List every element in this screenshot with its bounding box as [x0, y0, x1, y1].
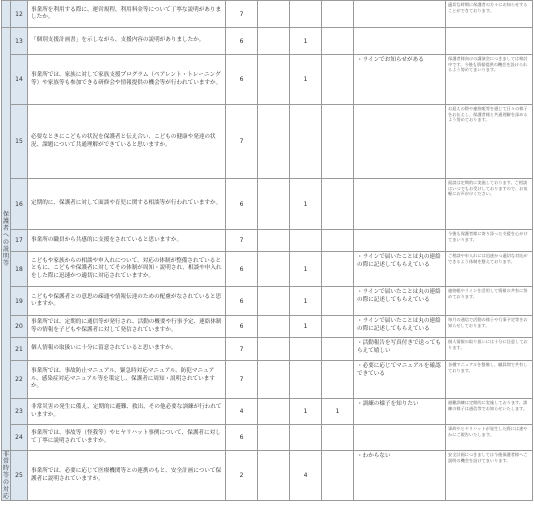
row-number: 13 — [11, 28, 28, 55]
parent-comment — [354, 425, 446, 451]
count-yes: 6 — [226, 316, 258, 338]
count-unknown — [322, 338, 354, 361]
office-reply: お迎えの際や連絡帳等を通じて日々の様子をお伝えし、保護者様と共通理解を深めるよう努めております。 — [446, 105, 533, 179]
row-number: 25 — [11, 451, 28, 501]
count-unknown: 1 — [322, 399, 354, 425]
parent-comment: ・ラインで届いたことは丸の連絡の際に記述してもらえている — [354, 316, 446, 338]
count-unknown — [322, 230, 354, 252]
question-text: 事業所では、必要に応じて医療機関等との連携のもと、安全計画について保護者に説明されていますか。 — [28, 451, 226, 501]
office-reply: 適切な時期に保護者の方々にお知らせすることができております。 — [446, 1, 533, 28]
question-text: 非常災害の発生に備え、定期的に避難、救出、その他必要な訓練が行われていますか。 — [28, 399, 226, 425]
count-no: 1 — [290, 316, 322, 338]
count-no: 1 — [290, 55, 322, 105]
count-no: 1 — [290, 287, 322, 316]
question-text: こどもや家族からの相談や申入れについて、対応の体制が整備されているとともに、こどもや保護者に対してその体制が周知・説明され、相談や申入れをした際に迅速かつ適切に対応されていますか。 — [28, 252, 226, 287]
table-row — [2, 179, 533, 230]
question-text: 事業所を利用する際に、運営規程、利用料金等について丁寧な説明がありましたか。 — [28, 1, 226, 28]
table-row — [2, 105, 533, 179]
count-neutral — [258, 105, 290, 179]
parent-comment — [354, 1, 446, 28]
count-no: 1 — [290, 28, 322, 55]
office-reply: ご相談や申入れには迅速かつ適切な対応ができるよう体制を整えております。 — [446, 252, 533, 287]
count-neutral — [258, 1, 290, 28]
table-row — [2, 399, 533, 425]
parent-comment — [354, 28, 446, 55]
row-number: 24 — [11, 425, 28, 451]
count-neutral — [258, 28, 290, 55]
row-number: 18 — [11, 252, 28, 287]
office-reply: 面談は定期的に実施しております。ご相談はいつでもお受けしておりますので、お気軽にお声がけください。 — [446, 179, 533, 230]
office-reply: 今後も保護者様に寄り添った支援を心がけてまいります。 — [446, 230, 533, 252]
table-row — [2, 55, 533, 105]
row-number: 22 — [11, 361, 28, 399]
count-neutral — [258, 338, 290, 361]
count-unknown — [322, 361, 354, 399]
row-number: 17 — [11, 230, 28, 252]
row-number: 19 — [11, 287, 28, 316]
question-text: 定期的に、保護者に対して面談や育児に関する相談等が行われていますか。 — [28, 179, 226, 230]
table-row — [2, 1, 533, 28]
count-no: 1 — [290, 399, 322, 425]
count-neutral — [258, 316, 290, 338]
count-yes: 4 — [226, 399, 258, 425]
office-reply: 安全計画につきましては今後保護者様へご説明の機会を設けてまいります。 — [446, 451, 533, 501]
parent-comment: ・ラインで届いたことは丸の連絡の際に記述してもらえている — [354, 252, 446, 287]
count-no: 4 — [290, 451, 322, 501]
parent-comment — [354, 105, 446, 179]
parent-comment: ・ラインで届いたことは丸の連絡の際に記述してもらえている — [354, 287, 446, 316]
table-row — [2, 252, 533, 287]
count-neutral — [258, 361, 290, 399]
count-yes: 7 — [226, 338, 258, 361]
question-text: 必要なときにこどもの状況を保護者と伝え合い、こどもの健康や発達の状況、課題について共通理解ができていると思いますか。 — [28, 105, 226, 179]
row-number: 16 — [11, 179, 28, 230]
count-no — [290, 230, 322, 252]
table-row — [2, 338, 533, 361]
count-yes: 2 — [226, 451, 258, 501]
parent-comment: ・活動報告を写真付きで送ってもらえて嬉しい — [354, 338, 446, 361]
count-neutral — [258, 55, 290, 105]
count-yes: 6 — [226, 28, 258, 55]
table-row — [2, 425, 533, 451]
question-text: 事業所では、事故等（怪我等）やヒヤリハット事例について、保護者に対して丁寧に説明されていますか。 — [28, 425, 226, 451]
count-unknown — [322, 316, 354, 338]
count-no: 1 — [290, 179, 322, 230]
parent-comment: ・わからない — [354, 451, 446, 501]
count-no — [290, 1, 322, 28]
count-neutral — [258, 230, 290, 252]
count-neutral — [258, 252, 290, 287]
count-unknown — [322, 252, 354, 287]
question-text: 事業所では、事故防止マニュアル、緊急時対応マニュアル、防犯マニュアル、感染症対応マニュアル等を策定し、保護者に周知・説明されていますか。 — [28, 361, 226, 399]
count-unknown — [322, 1, 354, 28]
count-unknown — [322, 425, 354, 451]
count-unknown — [322, 451, 354, 501]
count-neutral — [258, 425, 290, 451]
question-text: 事業所では、家族に対して家族支援プログラム（ペアレント・トレーニング等）や家族等も参加できる研修会や情報提供の機会等が行われていますか。 — [28, 55, 226, 105]
survey-table — [1, 0, 533, 501]
row-number: 23 — [11, 399, 28, 425]
table-row — [2, 230, 533, 252]
table-row — [2, 451, 533, 501]
count-yes: 6 — [226, 252, 258, 287]
count-no — [290, 338, 322, 361]
question-text: 事業所の職員から共感的に支援をされていると思いますか。 — [28, 230, 226, 252]
count-yes: 6 — [226, 287, 258, 316]
count-unknown — [322, 28, 354, 55]
category-cell: 非 常 時 等 の 対 応 — [2, 451, 9, 500]
count-no: 1 — [290, 252, 322, 287]
count-no — [290, 425, 322, 451]
office-reply: 各種マニュアルを整備し、職員間で共有しております。 — [446, 361, 533, 399]
parent-comment: ・ラインでお知らせがある — [354, 55, 446, 105]
table-row — [2, 361, 533, 399]
office-reply: 事故やヒヤリハットが発生した際には速やかにご報告いたします。 — [446, 425, 533, 451]
category-cell — [2, 1, 11, 28]
count-neutral — [258, 451, 290, 501]
count-neutral — [258, 399, 290, 425]
count-unknown — [322, 179, 354, 230]
row-number: 12 — [11, 1, 28, 28]
row-number: 21 — [11, 338, 28, 361]
office-reply: 毎月の通信で活動の様子や行事予定等をお知らせしております。 — [446, 316, 533, 338]
parent-comment — [354, 230, 446, 252]
row-number: 20 — [11, 316, 28, 338]
count-no — [290, 105, 322, 179]
count-yes: 6 — [226, 55, 258, 105]
count-yes: 7 — [226, 230, 258, 252]
office-reply: 個人情報の取り扱いには十分に注意しております。 — [446, 338, 533, 361]
table-row — [2, 28, 533, 55]
row-number: 14 — [11, 55, 28, 105]
count-unknown — [322, 105, 354, 179]
office-reply: 避難訓練は定期的に実施しております。訓練の様子は通信等でお知らせいたします。 — [446, 399, 533, 425]
count-yes: 7 — [226, 1, 258, 28]
count-neutral — [258, 287, 290, 316]
count-unknown — [322, 287, 354, 316]
category-cell: 保 護 者 へ の 説 明 等 — [2, 28, 11, 451]
row-number: 15 — [11, 105, 28, 179]
parent-comment: ・訓練の様子を知りたい — [354, 399, 446, 425]
office-reply: 保護者様向けの講演会につきましては検討中です。今後も情報提供の機会を設けられるよう努めてまいります。 — [446, 55, 533, 105]
count-unknown — [322, 55, 354, 105]
count-yes: 6 — [226, 425, 258, 451]
count-yes: 7 — [226, 361, 258, 399]
question-text: 「個別支援計画書」を示しながら、支援内容の説明がありましたか。 — [28, 28, 226, 55]
question-text: 事業所では、定期的に通信等が発行され、活動の概要や行事予定、連絡体制等の情報を子どもや保護者に対して発信されていますか。 — [28, 316, 226, 338]
count-yes: 7 — [226, 105, 258, 179]
parent-comment — [354, 179, 446, 230]
question-text: 個人情報の取扱いに十分に留意されていると思いますか。 — [28, 338, 226, 361]
parent-comment: ・必要に応じてマニュアルを確認できている — [354, 361, 446, 399]
count-no — [290, 361, 322, 399]
question-text: こどもや保護者との意思の疎通や情報伝達のための配慮がなされていると思いますか。 — [28, 287, 226, 316]
office-reply — [446, 28, 533, 55]
count-neutral — [258, 179, 290, 230]
office-reply: 連絡帳やラインを活用して情報の共有に努めております。 — [446, 287, 533, 316]
table-row — [2, 287, 533, 316]
table-row — [2, 316, 533, 338]
count-yes: 6 — [226, 179, 258, 230]
